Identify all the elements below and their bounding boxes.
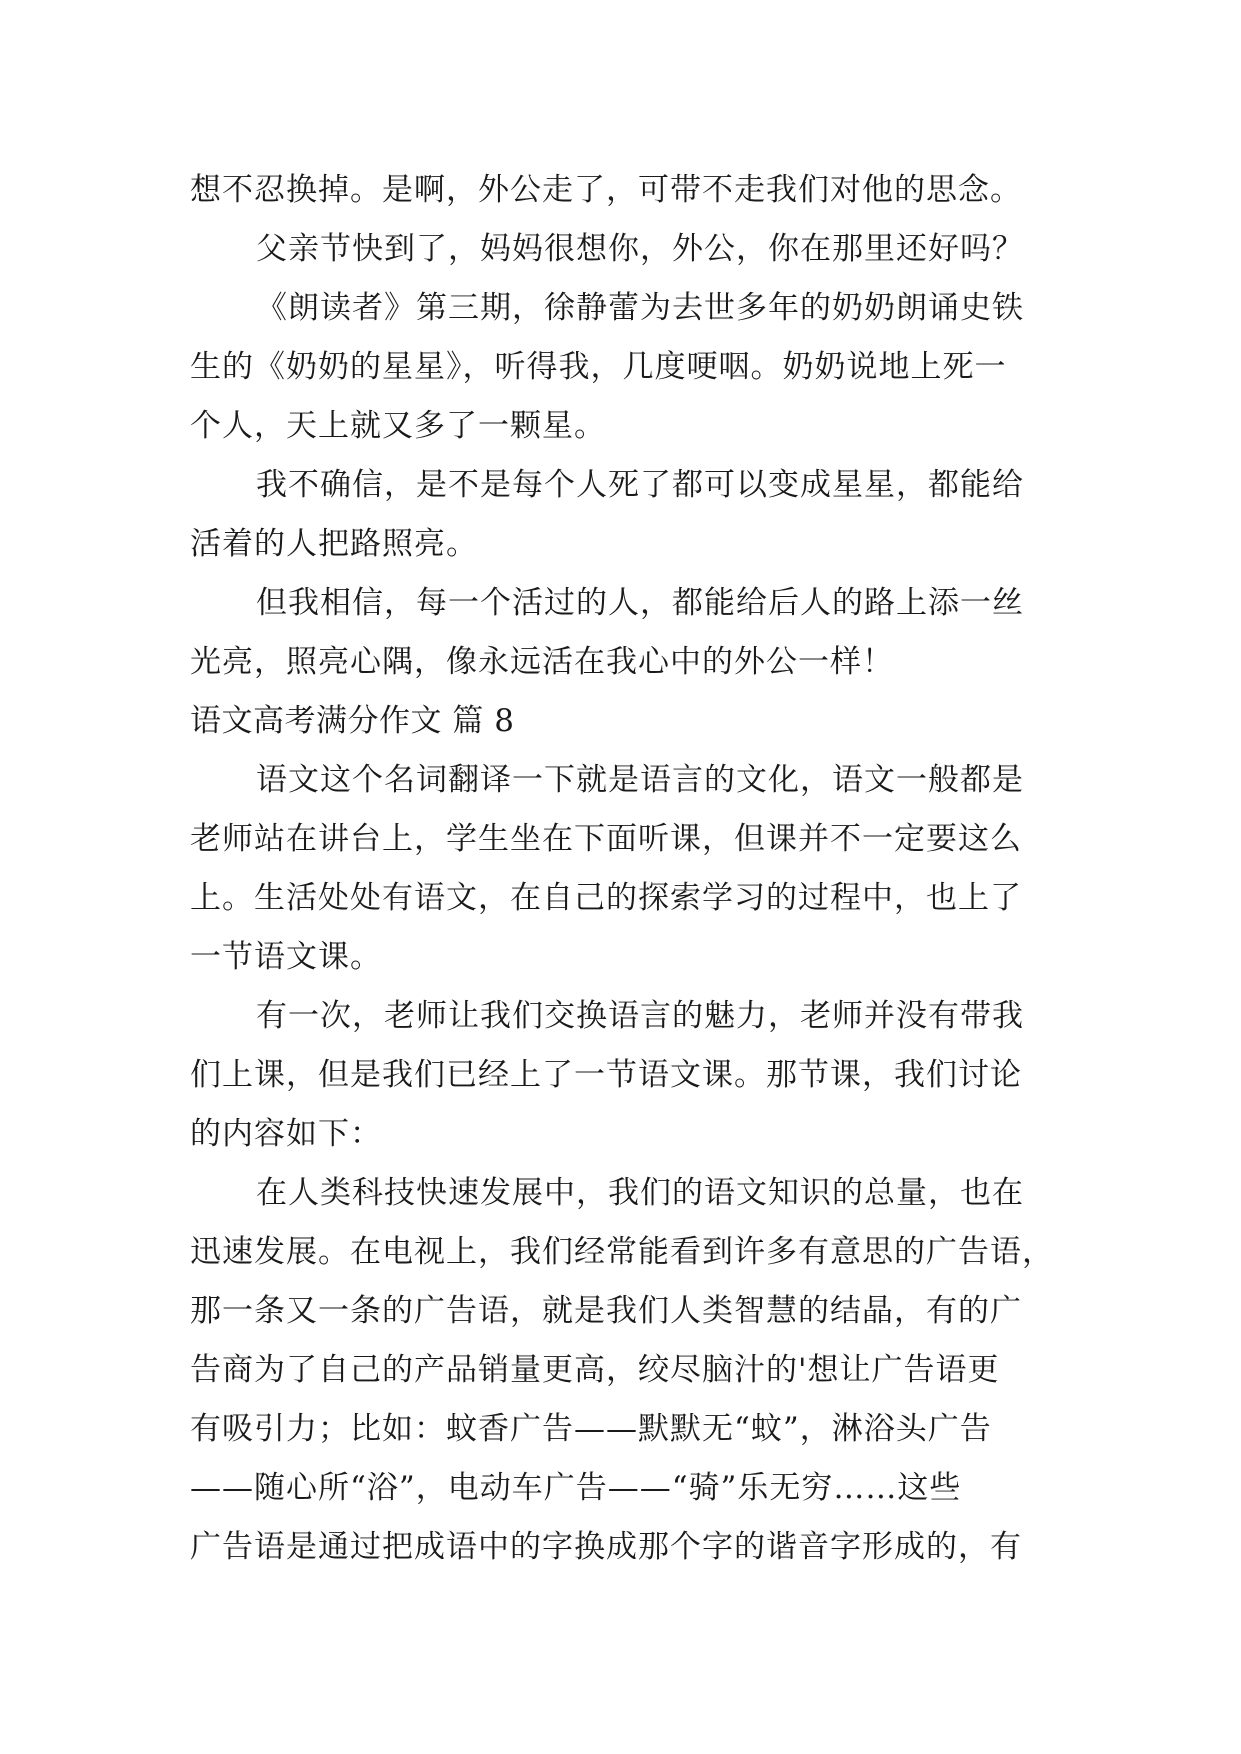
text-line: 有一次，老师让我们交换语言的魅力，老师并没有带我 (256, 998, 1024, 1034)
text-line: 在人类科技快速发展中，我们的语文知识的总量，也在 (256, 1175, 1024, 1211)
text-line: 父亲节快到了，妈妈很想你，外公，你在那里还好吗？ (256, 231, 1024, 267)
text-line: 的内容如下： (190, 1116, 382, 1152)
text-line: 老师站在讲台上，学生坐在下面听课，但课并不一定要这么 (190, 821, 1022, 857)
section-heading: 语文高考满分作文 篇 8 (190, 703, 515, 739)
text-line: 生的《奶奶的星星》，听得我，几度哽咽。奶奶说地上死一 (190, 349, 1007, 385)
text-line: 迅速发展。在电视上，我们经常能看到许多有意思的广告语， (190, 1234, 1054, 1270)
text-line: 上。生活处处有语文，在自己的探索学习的过程中，也上了 (190, 880, 1022, 916)
text-line: 想不忍换掉。是啊，外公走了，可带不走我们对他的思念。 (190, 172, 1022, 208)
text-line: 个人，天上就又多了一颗星。 (190, 408, 606, 444)
text-line: 告商为了自己的产品销量更高，绞尽脑汁的'想让广告语更 (190, 1352, 1000, 1388)
text-line: 一节语文课。 (190, 939, 382, 975)
text-line: 我不确信，是不是每个人死了都可以变成星星，都能给 (256, 467, 1024, 503)
text-line: 有吸引力；比如：蚊香广告——默默无“蚊”，淋浴头广告 (190, 1411, 992, 1447)
text-line: 光亮，照亮心隅，像永远活在我心中的外公一样！ (190, 644, 894, 680)
text-line: ——随心所“浴”，电动车广告——“骑”乐无穷……这些 (190, 1470, 962, 1506)
text-line: 们上课，但是我们已经上了一节语文课。那节课，我们讨论 (190, 1057, 1022, 1093)
text-line: 那一条又一条的广告语，就是我们人类智慧的结晶，有的广 (190, 1293, 1022, 1329)
text-line: 活着的人把路照亮。 (190, 526, 478, 562)
text-line: 广告语是通过把成语中的字换成那个字的谐音字形成的，有 (190, 1529, 1022, 1565)
text-line: 《朗读者》第三期，徐静蕾为去世多年的奶奶朗诵史铁 (256, 290, 1024, 326)
text-line: 但我相信，每一个活过的人，都能给后人的路上添一丝 (256, 585, 1024, 621)
text-line: 语文这个名词翻译一下就是语言的文化，语文一般都是 (256, 762, 1024, 798)
